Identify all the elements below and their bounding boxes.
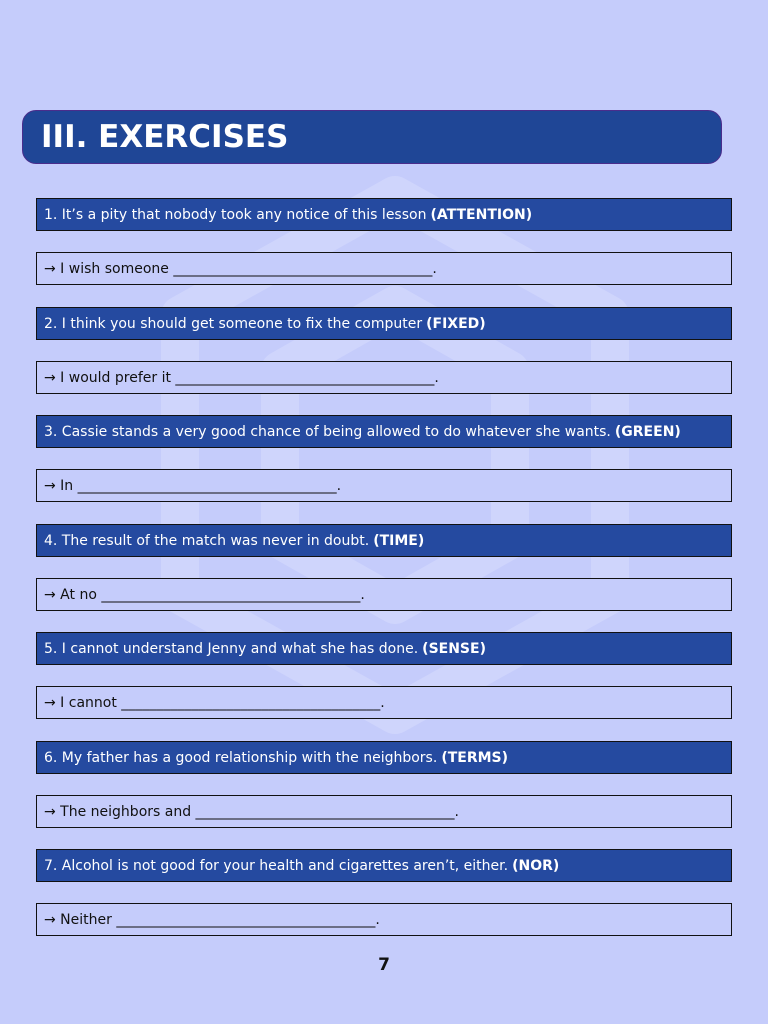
question-text: 5. I cannot understand Jenny and what she has done. bbox=[44, 640, 419, 657]
exercise-answer-5[interactable] bbox=[36, 686, 732, 719]
exercise-question-1 bbox=[36, 198, 732, 231]
question-text: 1. It’s a pity that nobody took any notice of this lesson bbox=[44, 206, 427, 223]
answer-text: → I wish someone _____________________________________. bbox=[44, 260, 437, 277]
exercise-question-6 bbox=[36, 741, 732, 774]
section-title: III. EXERCISES bbox=[22, 110, 722, 164]
question-keyword: (TIME) bbox=[373, 532, 425, 549]
exercise-question-2 bbox=[36, 307, 732, 340]
exercise-answer-6[interactable] bbox=[36, 795, 732, 828]
question-keyword: (FIXED) bbox=[426, 315, 486, 332]
question-text: 4. The result of the match was never in doubt. bbox=[44, 532, 370, 549]
answer-text: → In _____________________________________. bbox=[44, 477, 342, 494]
exercise-answer-3[interactable] bbox=[36, 469, 732, 502]
answer-text: → Neither _____________________________________. bbox=[44, 911, 380, 928]
exercise-answer-4[interactable] bbox=[36, 578, 732, 611]
answer-text: → I cannot _____________________________________. bbox=[44, 694, 385, 711]
question-keyword: (GREEN) bbox=[614, 423, 681, 440]
question-text: 2. I think you should get someone to fix the computer bbox=[44, 315, 423, 332]
question-keyword: (SENSE) bbox=[422, 640, 486, 657]
answer-text: → The neighbors and _____________________________________. bbox=[44, 803, 459, 820]
question-keyword: (TERMS) bbox=[441, 749, 509, 766]
exercise-question-5 bbox=[36, 632, 732, 665]
question-text: 3. Cassie stands a very good chance of being allowed to do whatever she wants. bbox=[44, 423, 611, 440]
exercise-answer-1[interactable] bbox=[36, 252, 732, 285]
question-text: 6. My father has a good relationship with the neighbors. bbox=[44, 749, 438, 766]
page-number: 7 bbox=[378, 955, 390, 975]
question-text: 7. Alcohol is not good for your health and cigarettes aren’t, either. bbox=[44, 857, 509, 874]
exercise-question-7 bbox=[36, 849, 732, 882]
exercise-question-4 bbox=[36, 524, 732, 557]
answer-text: → At no _____________________________________. bbox=[44, 586, 365, 603]
question-keyword: (NOR) bbox=[512, 857, 560, 874]
exercise-answer-2[interactable] bbox=[36, 361, 732, 394]
exercise-question-3 bbox=[36, 415, 732, 448]
question-keyword: (ATTENTION) bbox=[430, 206, 533, 223]
answer-text: → I would prefer it _____________________________________. bbox=[44, 369, 439, 386]
exercise-answer-7[interactable] bbox=[36, 903, 732, 936]
